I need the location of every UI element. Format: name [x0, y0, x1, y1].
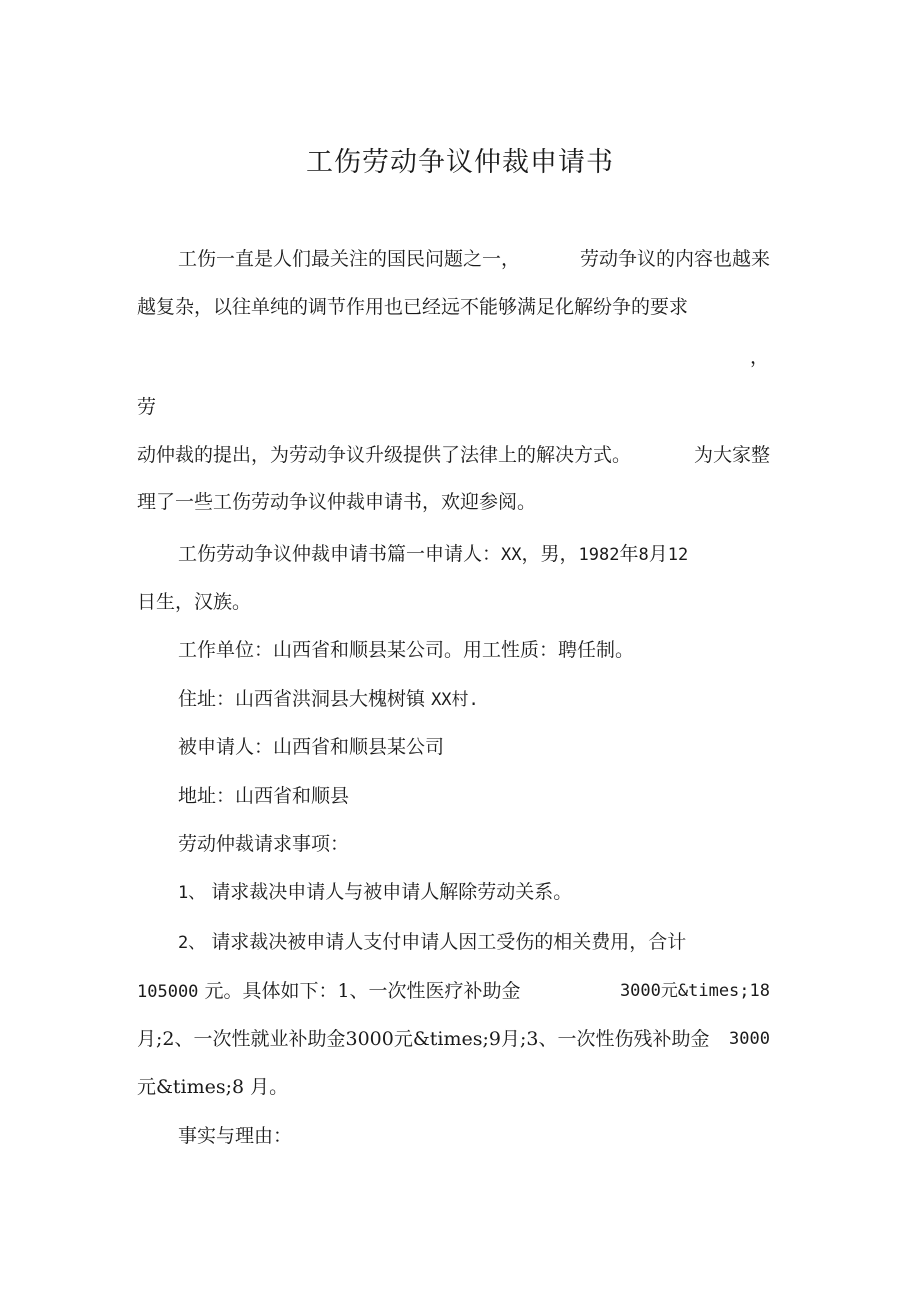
employer-line: 工作单位：山西省和顺县某公司。用工性质：聘任制。 [178, 639, 635, 661]
birth-year: 1982 [578, 545, 620, 565]
claim-text: 请求裁决被申请人支付申请人因工受伤的相关费用，合计 [211, 931, 687, 953]
intro-line-5 [137, 443, 770, 467]
claim-number: 1、 [178, 883, 206, 903]
applicant-label: 工伤劳动争议仲裁申请书篇一申请人： [178, 543, 502, 565]
page-title: 工伤劳动争议仲裁申请书 [306, 147, 614, 178]
birth-month: 8 [638, 545, 649, 565]
claim-line-3 [137, 1027, 770, 1051]
claim-text: 元。具体如下：1、一次性医疗补助金 [204, 980, 521, 1002]
intro-text: 劳动争议的内容也越来 [579, 248, 770, 270]
claim-text: 月;2、一次性就业补助金3000元&times;9月;3、一次性伤残补助金 [137, 1028, 710, 1050]
respondent-line: 被申请人：山西省和顺县某公司 [178, 736, 445, 758]
month-char: 月 [648, 543, 668, 565]
claim-line-4: 元&times;8 月。 [137, 1076, 289, 1098]
intro-line-4: 劳 [137, 396, 157, 418]
intro-line-3: ， [750, 346, 770, 368]
intro-line-1 [178, 247, 770, 271]
birth-day: 12 [667, 545, 689, 565]
claim-number: 2、 [178, 933, 206, 953]
claim-item-1 [178, 880, 572, 905]
applicant-name: XX [501, 545, 522, 565]
facts-heading: 事实与理由： [178, 1125, 293, 1147]
claims-heading: 劳动仲裁请求事项： [178, 833, 350, 855]
respondent-address-line: 地址：山西省和顺县 [178, 785, 350, 807]
intro-line-6: 理了一些工伤劳动争议仲裁申请书，欢迎参阅。 [137, 491, 537, 513]
applicant-gender: ，男， [521, 543, 579, 565]
claim-line-2 [137, 979, 770, 1004]
applicant-line-2: 日生，汉族。 [137, 591, 252, 613]
intro-text: 动仲裁的提出，为劳动争议升级提供了法律上的解决方式。 [137, 444, 632, 466]
address-line [178, 687, 479, 712]
address-village: XX村. [431, 690, 479, 710]
applicant-line-1 [178, 542, 688, 567]
intro-text: 为大家整 [693, 444, 770, 466]
claim-total: 105000 [137, 982, 199, 1002]
year-char: 年 [619, 543, 639, 565]
claim-text: 3000元&times;18 [619, 981, 770, 1001]
address-text: 住址：山西省洪洞县大槐树镇 [178, 688, 426, 710]
claim-text: 请求裁决申请人与被申请人解除劳动关系。 [211, 881, 573, 903]
intro-line-2: 越复杂，以往单纯的调节作用也已经远不能够满足化解纷争的要求 [137, 296, 689, 318]
claim-item-2 [178, 930, 686, 955]
intro-text: 工伤一直是人们最关注的国民问题之一， [178, 248, 521, 270]
claim-text: 3000 [729, 1029, 770, 1049]
